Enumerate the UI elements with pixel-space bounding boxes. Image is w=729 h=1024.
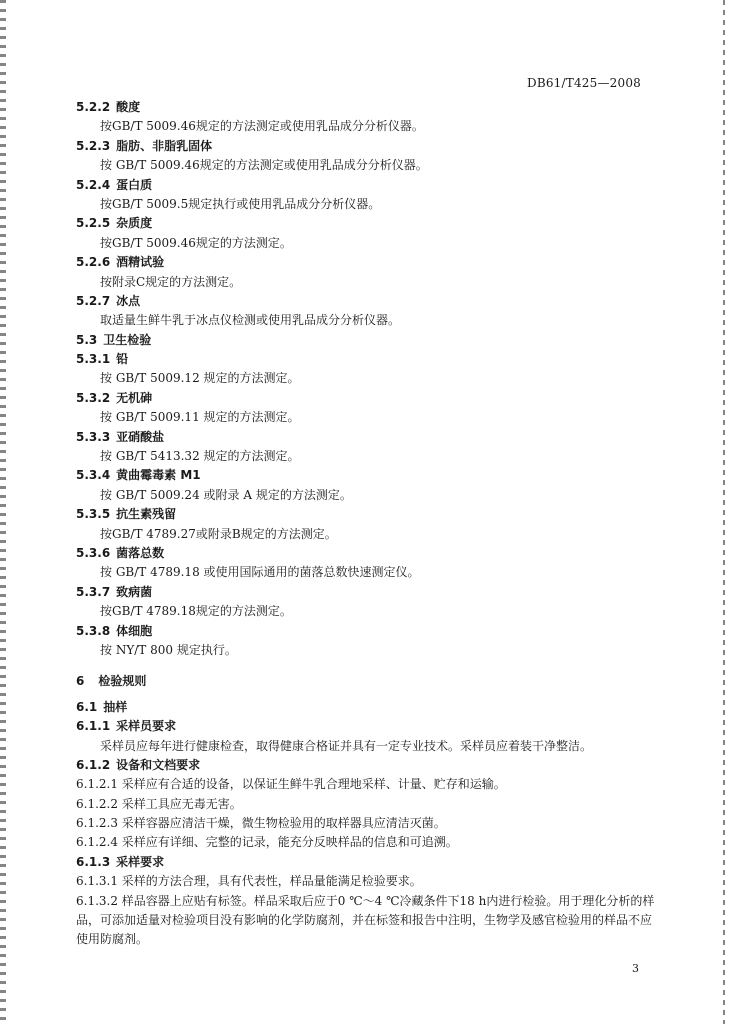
heading-6-1: 6.1 抽样 — [76, 699, 128, 714]
clause-6-1-2-2: 6.1.2.2 采样工具应无毒无害。 — [76, 796, 242, 811]
page-number: 3 — [632, 962, 639, 975]
scan-right-edge — [723, 0, 725, 1024]
heading-5-3-4: 5.3.4 黄曲霉毒素 M1 — [76, 468, 201, 483]
body-5-3-4: 按 GB/T 5009.24 或附录 A 规定的方法测定。 — [100, 487, 352, 502]
section-gap — [76, 660, 656, 672]
heading-5-2-5: 5.2.5 杂质度 — [76, 216, 153, 231]
heading-5-3-5: 5.3.5 抗生素残留 — [76, 507, 177, 522]
heading-6: 6 检验规则 — [76, 674, 147, 689]
body-5-3-7: 按GB/T 4789.18规定的方法测定。 — [100, 604, 292, 619]
heading-5-3: 5.3 卫生检验 — [76, 332, 152, 347]
clause-6-1-2-1: 6.1.2.1 采样应有合适的设备，以保证生鲜牛乳合理地采样、计量、贮存和运输。 — [76, 777, 506, 792]
heading-6-1-3: 6.1.3 采样要求 — [76, 854, 165, 869]
document-code: DB61/T425—2008 — [527, 76, 641, 90]
body-5-2-2: 按GB/T 5009.46规定的方法测定或使用乳品成分分析仪器。 — [100, 119, 424, 134]
heading-6-1-2: 6.1.2 设备和文档要求 — [76, 757, 201, 772]
heading-5-2-7: 5.2.7 冰点 — [76, 293, 141, 308]
body-5-3-8: 按 NY/T 800 规定执行。 — [100, 642, 237, 657]
heading-5-2-6: 5.2.6 酒精试验 — [76, 255, 165, 270]
body-5-3-3: 按 GB/T 5413.32 规定的方法测定。 — [100, 449, 300, 464]
body-5-3-2: 按 GB/T 5009.11 规定的方法测定。 — [100, 410, 300, 425]
document-body — [76, 98, 656, 950]
heading-5-2-2: 5.2.2 酸度 — [76, 100, 141, 114]
heading-5-3-8: 5.3.8 体细胞 — [76, 623, 153, 638]
body-5-2-7: 取适量生鲜牛乳于冰点仪检测或使用乳品成分分析仪器。 — [100, 313, 401, 328]
heading-5-3-1: 5.3.1 铅 — [76, 352, 129, 367]
body-5-2-4: 按GB/T 5009.5规定执行或使用乳品成分分析仪器。 — [100, 196, 381, 211]
clause-6-1-2-4: 6.1.2.4 采样应有详细、完整的记录，能充分反映样品的信息和可追溯。 — [76, 835, 458, 850]
clause-6-1-2-3: 6.1.2.3 采样容器应清洁干燥，微生物检验用的取样器具应清洁灭菌。 — [76, 816, 446, 831]
heading-5-3-6: 5.3.6 菌落总数 — [76, 545, 165, 560]
heading-5-3-7: 5.3.7 致病菌 — [76, 584, 153, 599]
heading-5-2-4: 5.2.4 蛋白质 — [76, 177, 153, 192]
body-5-3-6: 按 GB/T 4789.18 或使用国际通用的菌落总数快速测定仪。 — [100, 565, 420, 580]
clause-6-1-3-2: 6.1.3.2 样品容器上应贴有标签。样品采取后应于0 ℃～4 ℃冷藏条件下18 h内进行检验。用于理化分析的样品，可添加适量对检验项目没有影响的化学防腐剂，并在标签和报告中注明，生物学及感官检验用的样品不应使用防腐剂。 — [76, 893, 655, 947]
body-5-2-3: 按 GB/T 5009.46规定的方法测定或使用乳品成分分析仪器。 — [100, 158, 428, 173]
heading-5-3-2: 5.3.2 无机砷 — [76, 390, 153, 405]
scan-left-edge — [0, 0, 6, 1024]
heading-5-3-3: 5.3.3 亚硝酸盐 — [76, 429, 165, 444]
heading-6-1-1: 6.1.1 采样员要求 — [76, 719, 177, 734]
body-5-3-5: 按GB/T 4789.27或附录B规定的方法测定。 — [100, 526, 337, 541]
body-5-3-1: 按 GB/T 5009.12 规定的方法测定。 — [100, 371, 300, 386]
body-6-1-1: 采样员应每年进行健康检查，取得健康合格证并具有一定专业技术。采样员应着装干净整洁。 — [100, 738, 593, 753]
heading-5-2-3: 5.2.3 脂肪、非脂乳固体 — [76, 138, 213, 153]
clause-6-1-3-1: 6.1.3.1 采样的方法合理，具有代表性，样品量能满足检验要求。 — [76, 874, 422, 889]
body-5-2-5: 按GB/T 5009.46规定的方法测定。 — [100, 235, 292, 250]
body-5-2-6: 按附录C规定的方法测定。 — [100, 274, 242, 289]
